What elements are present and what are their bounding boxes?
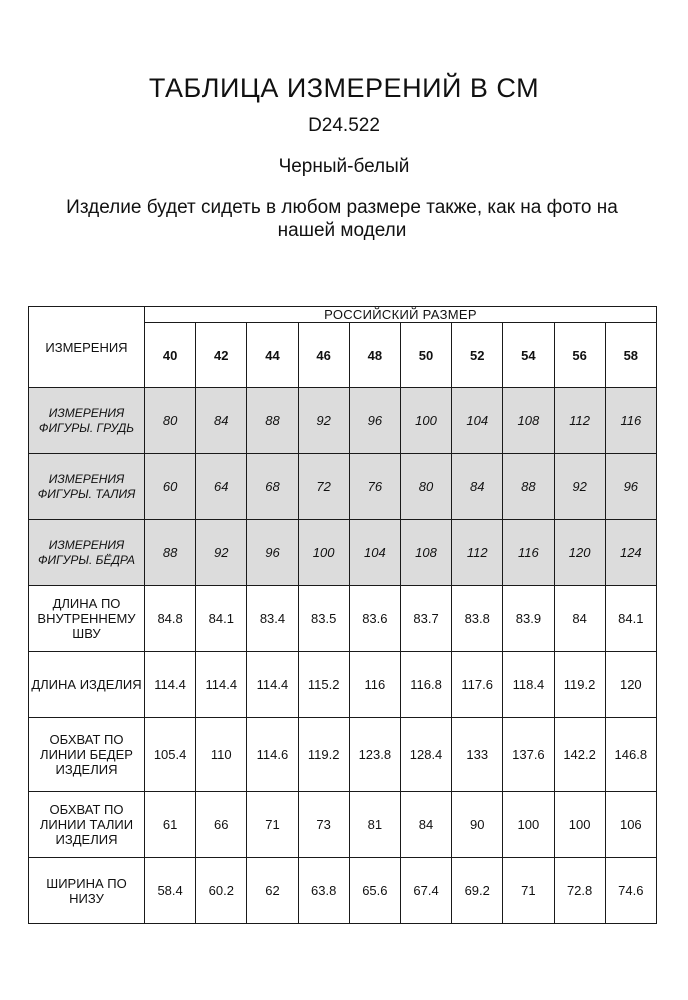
table-cell: 114.4 (247, 652, 298, 718)
table-cell: 60.2 (196, 858, 247, 924)
size-group-label: РОССИЙСКИЙ РАЗМЕР (145, 307, 657, 323)
table-cell: 96 (605, 454, 656, 520)
table-cell: 69.2 (452, 858, 503, 924)
table-cell: 72.8 (554, 858, 605, 924)
table-cell: 83.9 (503, 586, 554, 652)
row-label: ИЗМЕРЕНИЯ ФИГУРЫ. БЁДРА (29, 520, 145, 586)
table-cell: 128.4 (400, 718, 451, 792)
size-header-cell: 52 (452, 323, 503, 388)
table-cell: 114.4 (145, 652, 196, 718)
table-cell: 65.6 (349, 858, 400, 924)
size-table (28, 306, 657, 924)
table-cell: 116 (605, 388, 656, 454)
table-cell: 100 (554, 792, 605, 858)
table-cell: 83.6 (349, 586, 400, 652)
table-row (29, 792, 657, 858)
table-cell: 63.8 (298, 858, 349, 924)
table-cell: 133 (452, 718, 503, 792)
row-label: ДЛИНА ИЗДЕЛИЯ (29, 652, 145, 718)
table-cell: 100 (298, 520, 349, 586)
table-cell: 117.6 (452, 652, 503, 718)
table-cell: 92 (298, 388, 349, 454)
table-cell: 106 (605, 792, 656, 858)
table-cell: 114.4 (196, 652, 247, 718)
table-cell: 84 (554, 586, 605, 652)
table-cell: 137.6 (503, 718, 554, 792)
table-cell: 110 (196, 718, 247, 792)
table-cell: 61 (145, 792, 196, 858)
size-header-cell: 44 (247, 323, 298, 388)
table-cell: 84 (400, 792, 451, 858)
table-cell: 64 (196, 454, 247, 520)
table-cell: 104 (349, 520, 400, 586)
table-cell: 114.6 (247, 718, 298, 792)
table-cell: 80 (400, 454, 451, 520)
table-cell: 96 (349, 388, 400, 454)
size-header-cell: 50 (400, 323, 451, 388)
table-cell: 90 (452, 792, 503, 858)
fit-note: Изделие будет сидеть в любом размере также, как на фото на нашей модели (66, 197, 618, 241)
table-cell: 112 (554, 388, 605, 454)
table-cell: 118.4 (503, 652, 554, 718)
table-cell: 72 (298, 454, 349, 520)
size-header-cell: 46 (298, 323, 349, 388)
table-cell: 92 (554, 454, 605, 520)
table-cell: 120 (605, 652, 656, 718)
table-cell: 73 (298, 792, 349, 858)
table-cell: 66 (196, 792, 247, 858)
table-cell: 116 (503, 520, 554, 586)
table-cell: 71 (247, 792, 298, 858)
table-cell: 142.2 (554, 718, 605, 792)
table-cell: 84.1 (605, 586, 656, 652)
row-label: ИЗМЕРЕНИЯ ФИГУРЫ. ГРУДЬ (29, 388, 145, 454)
table-cell: 119.2 (554, 652, 605, 718)
table-cell: 100 (400, 388, 451, 454)
table-cell: 88 (145, 520, 196, 586)
table-cell: 60 (145, 454, 196, 520)
table-cell: 58.4 (145, 858, 196, 924)
table-cell: 100 (503, 792, 554, 858)
table-cell: 120 (554, 520, 605, 586)
table-cell: 84 (196, 388, 247, 454)
table-cell: 92 (196, 520, 247, 586)
table-cell: 96 (247, 520, 298, 586)
table-cell: 67.4 (400, 858, 451, 924)
row-label: ШИРИНА ПО НИЗУ (29, 858, 145, 924)
table-cell: 115.2 (298, 652, 349, 718)
table-cell: 84 (452, 454, 503, 520)
table-cell: 83.8 (452, 586, 503, 652)
color-label: Черный-белый (278, 156, 410, 177)
table-cell: 84.8 (145, 586, 196, 652)
table-cell: 104 (452, 388, 503, 454)
table-cell: 88 (247, 388, 298, 454)
size-header-cell: 56 (554, 323, 605, 388)
table-cell: 105.4 (145, 718, 196, 792)
size-header-cell: 58 (605, 323, 656, 388)
table-cell: 116.8 (400, 652, 451, 718)
table-cell: 71 (503, 858, 554, 924)
row-label: ИЗМЕРЕНИЯ ФИГУРЫ. ТАЛИЯ (29, 454, 145, 520)
table-row (29, 652, 657, 718)
table-cell: 116 (349, 652, 400, 718)
table-cell: 74.6 (605, 858, 656, 924)
table-cell: 80 (145, 388, 196, 454)
table-row (29, 718, 657, 792)
table-cell: 81 (349, 792, 400, 858)
table-cell: 62 (247, 858, 298, 924)
table-cell: 84.1 (196, 586, 247, 652)
row-label: ОБХВАТ ПО ЛИНИИ БЕДЕР ИЗДЕЛИЯ (29, 718, 145, 792)
row-label: ДЛИНА ПО ВНУТРЕННЕМУ ШВУ (29, 586, 145, 652)
table-row (29, 858, 657, 924)
corner-label: ИЗМЕРЕНИЯ (29, 307, 145, 388)
table-cell: 119.2 (298, 718, 349, 792)
size-header-cell: 42 (196, 323, 247, 388)
table-row (29, 388, 657, 454)
table-cell: 108 (503, 388, 554, 454)
table-cell: 76 (349, 454, 400, 520)
table-row (29, 454, 657, 520)
table-row (29, 586, 657, 652)
size-header-row (29, 307, 657, 323)
size-header-cell: 40 (145, 323, 196, 388)
page-title: ТАБЛИЦА ИЗМЕРЕНИЙ В СМ (148, 73, 540, 103)
row-label: ОБХВАТ ПО ЛИНИИ ТАЛИИ ИЗДЕЛИЯ (29, 792, 145, 858)
article-code: D24.522 (308, 115, 380, 136)
table-cell: 88 (503, 454, 554, 520)
table-cell: 68 (247, 454, 298, 520)
table-row (29, 520, 657, 586)
table-cell: 112 (452, 520, 503, 586)
table-cell: 83.4 (247, 586, 298, 652)
table-cell: 108 (400, 520, 451, 586)
table-cell: 146.8 (605, 718, 656, 792)
size-header-cell: 54 (503, 323, 554, 388)
table-cell: 83.7 (400, 586, 451, 652)
size-header-cell: 48 (349, 323, 400, 388)
table-cell: 123.8 (349, 718, 400, 792)
table-cell: 83.5 (298, 586, 349, 652)
table-cell: 124 (605, 520, 656, 586)
